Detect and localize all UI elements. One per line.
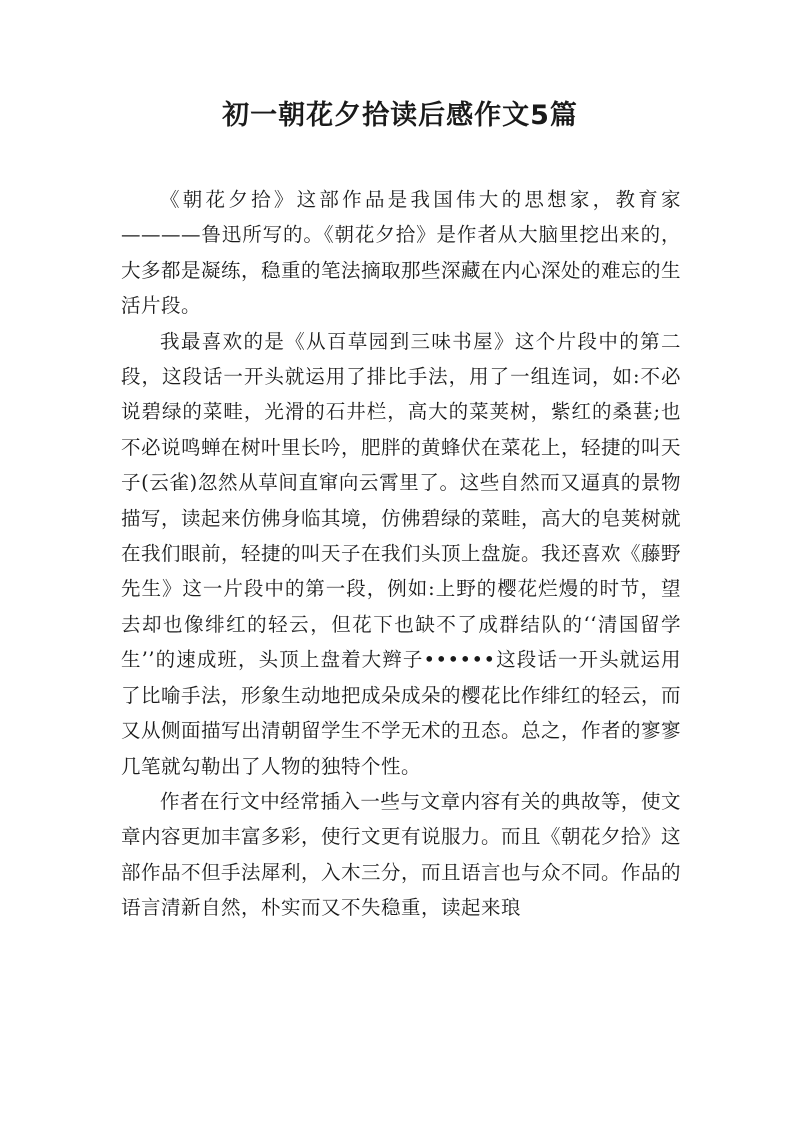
paragraph-3: 作者在行文中经常插入一些与文章内容有关的典故等，使文章内容更加丰富多彩，使行文更有说服力。而且《朝花夕拾》这部作品不但手法犀利，入木三分，而且语言也与众不同。作品的语言清新自然，朴实而又不失稳重，读起来琅: [121, 789, 682, 920]
paragraph-2: 我最喜欢的是《从百草园到三味书屋》这个片段中的第二段，这段话一开头就运用了排比手法，用了一组连词，如:不必说碧绿的菜畦，光滑的石井栏，高大的菜荚树，紫红的桑葚;也不必说鸣蝉在树叶里长吟，肥胖的黄蜂伏在菜花上，轻捷的叫天子(云雀)忽然从草间直窜向云霄里了。这些自然而又逼真的景物描写，读起来仿佛身临其境，仿佛碧绿的菜畦，高大的皂荚树就在我们眼前，轻捷的叫天子在我们头顶上盘旋。我还喜欢《藤野先生》这一片段中的第一段，例如:上野的樱花烂熳的时节，望去却也像绯红的轻云，但花下也缺不了成群结队的‘‘清国留学生’’的速成班，头顶上盘着大辫子••••••这段话一开头就运用了比喻手法，形象生动地把成朵成朵的樱花比作绯红的轻云，而又从侧面描写出清朝留学生不学无术的丑态。总之，作者的寥寥几笔就勾勒出了人物的独特个性。: [121, 329, 682, 778]
document-title: 初一朝花夕拾读后感作文5篇: [222, 100, 578, 131]
paragraph-1: 《朝花夕拾》这部作品是我国伟大的思想家，教育家————鲁迅所写的。《朝花夕拾》是作者从大脑里挖出来的，大多都是凝练，稳重的笔法摘取那些深藏在内心深处的难忘的生活片段。: [121, 188, 682, 318]
document-body: [121, 182, 681, 926]
